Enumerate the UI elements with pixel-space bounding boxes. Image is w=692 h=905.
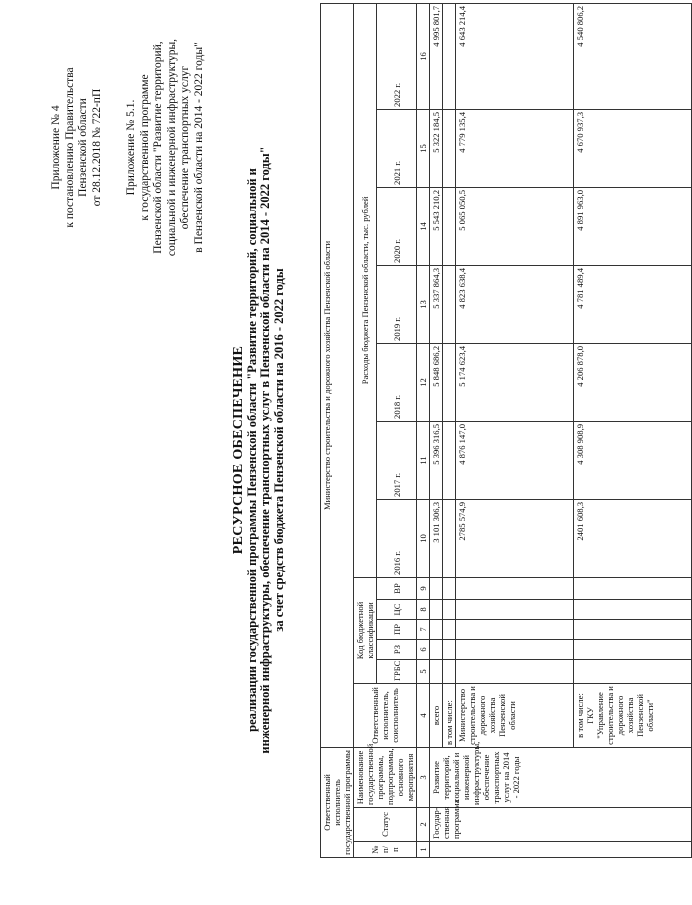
value-cell: 4 779 135,4 xyxy=(456,109,574,187)
document-sheet xyxy=(20,5,655,880)
value-cell: 5 396 316,5 xyxy=(430,421,443,499)
executor-cell: в том числе: xyxy=(443,683,456,747)
col-header-year: 2021 г. xyxy=(377,109,417,187)
col-number: 7 xyxy=(417,619,430,639)
col-number: 11 xyxy=(417,421,430,499)
value-cell: 4 670 937,3 xyxy=(574,109,692,187)
col-number: 12 xyxy=(417,343,430,421)
status-cell: Государ-ственная программа xyxy=(430,808,692,842)
table-row xyxy=(430,3,443,857)
col-header-year: 2016 г. xyxy=(377,499,417,577)
executor-cell: в том числе: ГКУ "Управление строительства и дорожного хозяйства Пензенской области" xyxy=(574,683,692,747)
col-number: 6 xyxy=(417,639,430,659)
col-header-budget-code: Код бюджетной классификации xyxy=(354,577,377,683)
table-row xyxy=(574,3,692,857)
value-cell: 4 206 878,0 xyxy=(574,343,692,421)
document-title: РЕСУРСНОЕ ОБЕСПЕЧЕНИЕ xyxy=(231,345,246,555)
appendix-line: Приложение № 4 xyxy=(50,105,62,190)
col-number: 3 xyxy=(417,747,430,807)
appendix-line: от 28.12.2018 № 722-пП xyxy=(90,88,103,207)
col-number: 10 xyxy=(417,499,430,577)
col-number: 9 xyxy=(417,577,430,599)
col-number: 1 xyxy=(417,842,430,858)
row-number-cell xyxy=(430,842,692,858)
col-header-name: Наименование государственной программы, подпрограммы, основного мероприятия xyxy=(354,747,417,807)
table-row xyxy=(321,3,354,857)
col-header-year: 2017 г. xyxy=(377,421,417,499)
document-heading xyxy=(232,20,286,880)
value-cell: 4 995 801,7 xyxy=(430,3,443,109)
col-header-year: 2022 г. xyxy=(377,3,417,109)
value-cell: 2785 574,9 xyxy=(456,499,574,577)
heading-line: реализации государственной программы Пензенской области "Развитие территорий, социальной и xyxy=(244,168,259,732)
col-header-code: ПР xyxy=(377,619,417,639)
resp-exec-label: Ответственный исполнитель государственной программы xyxy=(321,747,354,857)
col-header-code: ЦС xyxy=(377,599,417,619)
col-header-code: ГРБС xyxy=(377,659,417,683)
col-number: 13 xyxy=(417,265,430,343)
col-header-code: РЗ xyxy=(377,639,417,659)
value-cell: 4 891 963,0 xyxy=(574,187,692,265)
col-header-num: № п/п xyxy=(354,842,417,858)
col-number: 16 xyxy=(417,3,430,109)
col-number: 15 xyxy=(417,109,430,187)
value-cell: 4 308 908,9 xyxy=(574,421,692,499)
col-header-status: Статус xyxy=(354,808,417,842)
resource-table xyxy=(320,3,692,858)
program-name-cell: Развитие территорий, социальной и инженерной инфраструктуры, обеспечение транспортных услуг на 2014 - 2022 годы xyxy=(430,747,692,807)
value-cell: 4 876 147,0 xyxy=(456,421,574,499)
appendix-line: обеспечение транспортных услуг xyxy=(179,65,191,230)
col-header-year: 2018 г. xyxy=(377,343,417,421)
heading-line: инженерной инфраструктуры, обеспечение транспортных услуг в Пензенской области на 2014 - 2022 годы" xyxy=(258,146,272,754)
value-cell: 4 540 806,2 xyxy=(574,3,692,109)
value-cell: 5 065 050,5 xyxy=(456,187,574,265)
col-header-executor: Ответственный исполнитель, соисполнитель xyxy=(354,683,417,747)
resp-exec-value: Министерство строительства и дорожного хозяйства Пензенской области xyxy=(321,3,354,747)
appendix-line: в Пензенской области на 2014 - 2022 годы" xyxy=(192,42,205,253)
value-cell: 4 781 489,4 xyxy=(574,265,692,343)
value-cell: 4 823 638,4 xyxy=(456,265,574,343)
value-cell: 2401 608,3 xyxy=(574,499,692,577)
executor-cell: Министерство строительства и дорожного хозяйства Пензенской области xyxy=(456,683,574,747)
value-cell: 5 848 686,2 xyxy=(430,343,443,421)
col-header-code: ВР xyxy=(377,577,417,599)
appendix-line: социальной и инженерной инфраструктуры, xyxy=(165,38,178,257)
col-number: 5 xyxy=(417,659,430,683)
col-number: 8 xyxy=(417,599,430,619)
column-number-row xyxy=(417,3,430,857)
col-header-expenses: Расходы бюджета Пензенской области, тыс. рублей xyxy=(354,3,377,577)
col-header-year: 2020 г. xyxy=(377,187,417,265)
col-number: 2 xyxy=(417,808,430,842)
appendix-4-header xyxy=(50,20,104,275)
value-cell: 5 543 210,2 xyxy=(430,187,443,265)
table-row xyxy=(456,3,574,857)
col-number: 4 xyxy=(417,683,430,747)
col-number: 14 xyxy=(417,187,430,265)
appendix-line: Пензенской области "Развитие территорий, xyxy=(152,41,164,254)
appendix-line: Приложение № 5.1. xyxy=(125,99,137,196)
appendix-line: к государственной программе xyxy=(138,74,151,221)
col-header-year: 2019 г. xyxy=(377,265,417,343)
value-cell: 5 322 184,5 xyxy=(430,109,443,187)
appendix-line: Пензенской области xyxy=(77,98,89,197)
executor-cell: всего xyxy=(430,683,443,747)
value-cell: 3 101 306,3 xyxy=(430,499,443,577)
value-cell: 5 337 864,3 xyxy=(430,265,443,343)
table-row xyxy=(443,3,456,857)
value-cell: 4 643 214,4 xyxy=(456,3,574,109)
table-header-row xyxy=(354,3,377,857)
value-cell: 5 174 623,4 xyxy=(456,343,574,421)
appendix-line: к постановлению Правительства xyxy=(63,67,76,228)
heading-line: за счет средств бюджета Пензенской области на 2016 - 2022 годы xyxy=(271,268,286,632)
appendix-5-1-header xyxy=(125,20,206,275)
